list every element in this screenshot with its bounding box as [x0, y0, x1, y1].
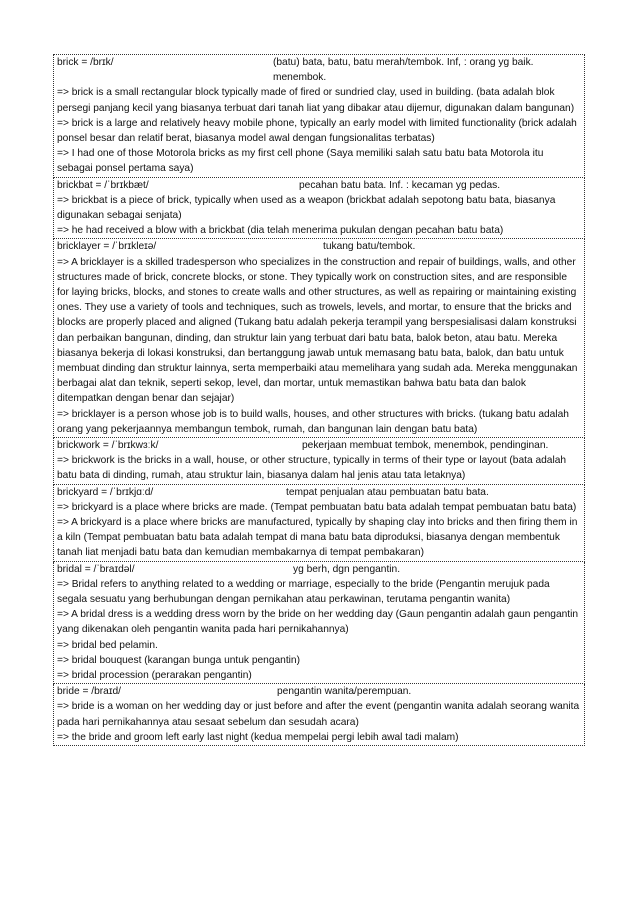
definition-line: => brickyard is a place where bricks are made. (Tempat pembuatan batu bata adalah tempat pembuatan batu bata)	[57, 501, 577, 513]
entry-term: brickwork = /ˈbrɪkwɜːk/	[57, 440, 159, 452]
entry-brick	[53, 54, 585, 178]
entry-translation: (batu) bata, batu, batu merah/tembok. Inf, : orang yg baik. menembok.	[273, 57, 534, 84]
entry-brickwork	[53, 438, 585, 485]
definition-line: => he had received a blow with a brickbat (dia telah menerima pukulan dengan pecahan batu bata)	[57, 225, 504, 237]
definition-line: => Bridal refers to anything related to a wedding or marriage, especially to the bride (Pengantin merujuk pada segala sesuatu yang berhubungan dengan pernikahan atau perkawinan, terutama pengantin wanita)	[57, 578, 550, 605]
entry-translation: pekerjaan membuat tembok, menembok, pendinginan.	[302, 440, 549, 452]
entry-term: brickyard = /ˈbrɪkjɑːd/	[57, 486, 154, 498]
definition-line: => bridal procession (perarakan pengantin)	[57, 670, 252, 682]
entry-head	[57, 178, 581, 193]
definition-line: => bridal bouquest (karangan bunga untuk pengantin)	[57, 654, 300, 666]
entry-translation: tukang batu/tembok.	[323, 241, 416, 253]
definition-line: => bride is a woman on her wedding day or just before and after the event (pengantin wanita adalah seorang wanita pada hari pernikahannya atau sesaat sebelum dan sesudah acara)	[57, 701, 580, 728]
definition-line: => brick is a small rectangular block typically made of fired or sundried clay, used in building. (bata adalah blok persegi panjang kecil yang biasanya terbuat dari tanah liat yang dibakar atau dijemur, digunakan dalam bangunan)	[57, 87, 575, 114]
entry-term: bride = /braɪd/	[57, 686, 121, 698]
entry-head	[57, 485, 581, 500]
definition-line: => brickwork is the bricks in a wall, house, or other structure, typically in terms of their type or layout (bata adalah batu bata di dinding, rumah, atau struktur lain, biasanya dalam hal jenis atau tata letaknya)	[57, 455, 567, 482]
definition-line: => brick is a large and relatively heavy mobile phone, typically an early model with limited functionality (brick adalah ponsel besar dan relatif berat, biasanya model awal dengan fungsionalitas terbatas)	[57, 117, 577, 144]
entry-translation: pecahan batu bata. Inf. : kecaman yg pedas.	[299, 179, 501, 191]
entry-brickbat	[53, 178, 585, 240]
definition-line: => A bricklayer is a skilled tradesperson who specializes in the construction and repair of buildings, walls, and other structures made of brick, concrete blocks, or stone. They typically work on construction sites, and are responsible for laying bricks, blocks, and stones to create walls and other structures, as well as repairing or maintaining existing ones. They use a variety of tools and techniques, such as trowels, levels, and mortar, to ensure that the bricks and blocks are properly placed and aligned (Tukang batu adalah pekerja terampil yang berspesialisasi dalam konstruksi dan perbaikan bangunan, dinding, dan struktur lain yang terbuat dari batu bata, balok beton, atau batu. Mereka biasanya bekerja di lokasi konstruksi, dan bertanggung jawab untuk memasang batu bata, balok, dan batu untuk membuat dinding dan struktur lainnya, serta memperbaiki atau memelihara yang sudah ada. Mereka menggunakan berbagai alat dan teknik, seperti sekop, level, dan mortar, untuk memastikan bahwa batu bata dan balok ditempatkan dengan benar dan sejajar)	[57, 256, 578, 405]
entry-bridal	[53, 562, 585, 685]
entry-bricklayer	[53, 239, 585, 438]
definition-line: => bricklayer is a person whose job is to build walls, houses, and other structures with bricks. (tukang batu adalah orang yang pekerjaannya membangun tembok, rumah, dan bangunan lain dengan batu bata)	[57, 408, 569, 435]
definition-line: => the bride and groom left early last night (kedua mempelai pergi lebih awal tadi malam)	[57, 731, 459, 743]
definition-line: => A bridal dress is a wedding dress worn by the bride on her wedding day (Gaun pengantin adalah gaun pengantin yang dikenakan oleh pengantin wanita pada hari pernikahannya)	[57, 609, 579, 636]
entry-head	[57, 239, 581, 254]
entry-translation: pengantin wanita/perempuan.	[277, 686, 412, 698]
entry-bride	[53, 684, 585, 746]
entry-head	[57, 684, 581, 699]
entry-term: brickbat = /ˈbrɪkbæt/	[57, 179, 149, 191]
definition-line: => bridal bed pelamin.	[57, 639, 158, 651]
definition-line: => I had one of those Motorola bricks as my first cell phone (Saya memiliki salah satu batu bata Motorola itu sebagai ponsel pertama saya)	[57, 148, 544, 175]
entry-term: bricklayer = /ˈbrɪkleɪə/	[57, 241, 157, 253]
definition-line: => brickbat is a piece of brick, typically when used as a weapon (brickbat adalah sepotong batu bata, biasanya digunakan sebagai senjata)	[57, 194, 556, 221]
dictionary-document	[53, 54, 585, 746]
entry-translation: tempat penjualan atau pembuatan batu bata.	[286, 486, 489, 498]
entry-brickyard	[53, 485, 585, 562]
entry-head	[57, 562, 581, 577]
entry-head	[57, 55, 581, 84]
entry-term: bridal = /ˈbraɪdəl/	[57, 563, 135, 575]
entry-head	[57, 438, 581, 453]
entry-term: brick = /brɪk/	[57, 57, 114, 68]
definition-line: => A brickyard is a place where bricks are manufactured, typically by shaping clay into bricks and then firing them in a kiln (Tempat pembuatan batu bata adalah tempat di mana batu bata diproduksi, biasanya dengan membentuk tanah liat menjadi batu bata dan kemudian membakarnya di tempat pembakaran)	[57, 517, 578, 559]
entry-translation: yg berh, dgn pengantin.	[293, 563, 401, 575]
